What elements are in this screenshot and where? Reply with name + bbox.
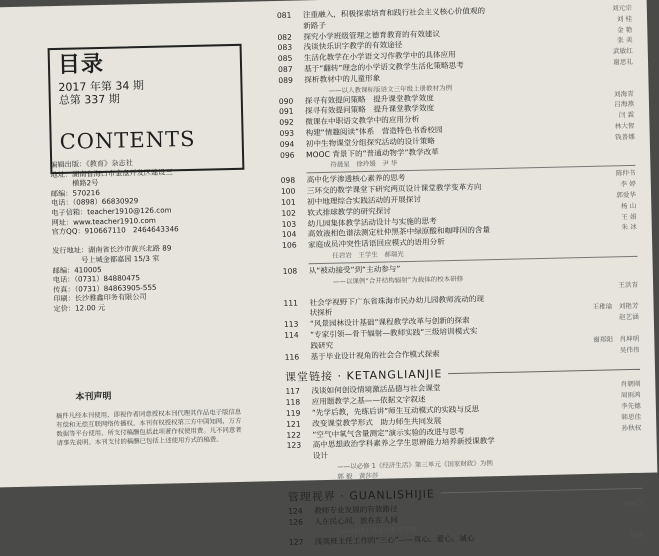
entry-title: “风景园林设计基础”课程教学改革与创新的探索 bbox=[309, 315, 470, 329]
entry-author: 陈仲书 bbox=[615, 169, 636, 178]
publisher-info-line: 官方QQ：910667110 2464643346 bbox=[51, 224, 179, 237]
entry-title: 高效液相色谱法测定杜仲黑茶中绿原酸和咖啡因的含量 bbox=[307, 225, 491, 239]
entry-author: 丽俊 bbox=[630, 531, 644, 540]
page-number: 103 bbox=[281, 219, 297, 229]
entry-title: 三环交的数学课堂下研究两页设计课堂教学变革方向 bbox=[306, 182, 482, 196]
toc-heading: 目录 bbox=[57, 51, 105, 78]
entry-author: 谢郑阳 肖坤明 bbox=[593, 334, 640, 344]
entry-title: 高中思想政治学科素养之学生思辨能力培养新授课教学 bbox=[312, 436, 495, 450]
entry-author: 王 娟 bbox=[621, 212, 637, 221]
entry-author: 刘 桂 bbox=[616, 14, 633, 24]
title-box bbox=[48, 44, 245, 174]
page-number bbox=[287, 451, 313, 462]
section-label: 课堂链接 · KETANGLIANJIE bbox=[284, 367, 443, 385]
publisher-info-line: 网址：www.teacher1910.com bbox=[51, 215, 156, 227]
page-number: 082 bbox=[277, 32, 292, 42]
issue-info bbox=[58, 79, 144, 107]
entry-title: 社会学视野下广东省珠海市民办幼儿园教师流动的现 bbox=[309, 293, 485, 307]
page-number: 104 bbox=[281, 229, 297, 240]
page-number: 087 bbox=[278, 64, 293, 74]
entry-author: 杨 山 bbox=[620, 201, 637, 210]
entry-title: 构建“情趣阅读”体系 营造特色书香校园 bbox=[305, 125, 443, 138]
entry-title: 教师专业发展的有效路径 bbox=[314, 504, 398, 516]
page-number: 127 bbox=[288, 537, 304, 548]
entry-author: 王洪青 bbox=[618, 280, 639, 290]
author-names: 符晨星 徐玲媛 尹 华 bbox=[330, 159, 398, 170]
page-number: 098 bbox=[280, 175, 296, 186]
page-number bbox=[284, 309, 310, 320]
publisher-info-line: 地址：湖南省海口市金盘开发区建设三 bbox=[50, 166, 173, 179]
issue-year: 2017 年第 34 期 bbox=[58, 79, 145, 94]
page-number: 092 bbox=[279, 117, 294, 128]
subtitle-caption: ——以人教课标版语文三年级上册教材为例 bbox=[328, 83, 453, 95]
page-number: 117 bbox=[285, 386, 301, 397]
entry-title: 浅谈如何创设情境激活品德与社会课堂 bbox=[311, 383, 441, 396]
left-column bbox=[27, 32, 262, 487]
page-number bbox=[277, 21, 303, 32]
subtitle-caption: ——谈以人为本的教育管理 bbox=[338, 526, 417, 537]
entry-title: 生活化教学在小学语文习作教学中的具体应用 bbox=[303, 50, 456, 63]
page-number: 106 bbox=[282, 240, 297, 251]
page-number: 089 bbox=[278, 75, 293, 85]
entry-title: 状探析 bbox=[309, 308, 333, 318]
entry-title: 践研究 bbox=[310, 340, 334, 351]
subtitle-caption: ——以必修 1《经济生活》第三单元《国家财政》为例 bbox=[337, 459, 493, 471]
page-number: 119 bbox=[285, 408, 301, 418]
entry-title: 从“被动接受”到“主动参与” bbox=[308, 264, 401, 276]
entry-title: 探究小学班级管理之德育教育的有效建议 bbox=[303, 28, 441, 41]
page-number: 122 bbox=[286, 430, 302, 440]
entry-author: 朱 冰 bbox=[621, 223, 637, 232]
subtitle-caption: ——以课例“合并结构辐射”为载体的校本研修 bbox=[332, 274, 464, 286]
entry-title: 人在民心间，放在在人间 bbox=[314, 515, 398, 526]
entry-title: 新路子 bbox=[303, 20, 327, 31]
entry-author: 武敏红 bbox=[612, 47, 633, 56]
publisher-info-line: 定价：12.00 元 bbox=[53, 302, 106, 314]
declaration-title: 本刊声明 bbox=[75, 391, 112, 403]
section-label: 管理视界 · GUANLISHIJIE bbox=[287, 487, 436, 504]
entry-title: 家庭成员冲突性话语回应模式的语用分析 bbox=[308, 237, 445, 250]
section-rule bbox=[448, 369, 640, 374]
page-number: 081 bbox=[276, 10, 292, 20]
publisher-info-line: 传真：（0731）84863905-555 bbox=[52, 282, 157, 294]
entry-author: 李 婷 bbox=[620, 180, 636, 189]
page-number: 124 bbox=[288, 506, 303, 516]
publisher-info-line: 发行地址：湖南省长沙市黄兴北路 89 bbox=[52, 243, 172, 256]
entry-author: 陈仲文 bbox=[623, 499, 644, 509]
page-number: 123 bbox=[286, 440, 302, 451]
page-number: 121 bbox=[286, 419, 301, 429]
page-number: 091 bbox=[278, 106, 294, 117]
entry-author: 林大智 bbox=[614, 121, 635, 131]
entry-title: “先学后教，先练后讲”师生互动模式的实践与反思 bbox=[311, 404, 480, 418]
entry-author bbox=[593, 509, 643, 521]
entry-title: 基于毕业设计视角的社会合作模式探索 bbox=[310, 348, 440, 361]
entry-author: 韩思佳 bbox=[621, 412, 642, 421]
page-number: 111 bbox=[283, 298, 299, 308]
entry-author: 金 艳 bbox=[616, 25, 633, 34]
page-number: 101 bbox=[281, 197, 296, 207]
entry-author: 刘海青 bbox=[613, 89, 634, 98]
entry-title: 改变课堂教学形式 助力师生共同发展 bbox=[312, 416, 442, 428]
entry-author: 王稚瑜 刘艳芳 bbox=[592, 302, 639, 312]
publisher-info-line: 邮编：570216 bbox=[50, 187, 100, 198]
entry-author: 吕海燕 bbox=[614, 100, 635, 109]
entry-title: 浅谈快乐识字教学的有效途径 bbox=[303, 40, 403, 52]
entry-author bbox=[588, 259, 638, 271]
author-names: 郭 毅 黄莎莎 bbox=[337, 471, 379, 481]
entry-author: 闫 霖 bbox=[618, 111, 635, 120]
entry-author: 刘元宗 bbox=[611, 3, 632, 13]
entry-title: 软式排球教学的研究探讨 bbox=[307, 206, 391, 218]
publisher-info-line: 印刷：长沙雅鑫印务有限公司 bbox=[53, 292, 147, 304]
page-number: 116 bbox=[284, 352, 300, 362]
entry-author bbox=[585, 142, 635, 154]
publisher-info-line: 邮编：410005 bbox=[52, 264, 102, 275]
publisher-info bbox=[50, 156, 253, 314]
entry-title: 初中地理综合实践活动的开展探讨 bbox=[307, 194, 422, 207]
entry-title: “专家引领—骨干辐射—教师实践”三级培训模式实 bbox=[310, 326, 478, 340]
entry-title: MOOC 背景下的“普通动物学”教学改革 bbox=[305, 146, 439, 159]
page-number: 093 bbox=[279, 128, 295, 138]
publisher-info-line: 电子信箱：teacher1910@126.com bbox=[51, 205, 172, 218]
publisher-info-line: 号上城金都嘉园 15/3 室 bbox=[52, 253, 160, 266]
page-number: 085 bbox=[277, 53, 293, 64]
page-number bbox=[283, 287, 309, 298]
page-number: 094 bbox=[279, 139, 295, 149]
page-number: 114 bbox=[284, 330, 299, 340]
entry-title: 应用题教学之基——依据文字叙述 bbox=[311, 394, 426, 407]
entry-author bbox=[587, 233, 637, 245]
entry-author: 孙秋权 bbox=[621, 423, 642, 432]
entry-title: 基于“翻转”理念的小学语文教学生活化策略思考 bbox=[304, 60, 464, 74]
declaration-text: 稿件凡经本刊使用，即视作者同意授权本刊代理其作品电子版信息有偿和无偿互联网络传播权。本刊有权授权第三方中国知网、万方数据等平台使用，所支付稿酬包括此项著作权使用费。凡不同意者请事先说明。本刊支付的稿酬已包括上述使用方式的稿费。 bbox=[55, 407, 242, 448]
entry-author: 李先德 bbox=[620, 401, 641, 411]
page-number: 100 bbox=[280, 186, 296, 197]
entry-title: 注重融入，积极探索培育和践行社会主义核心价值观的 bbox=[302, 6, 486, 20]
entry-title: “空气中氧气含量测定”演示实验的改进与思考 bbox=[312, 426, 465, 439]
publisher-info-line: 电话：（0898）66830929 bbox=[50, 196, 139, 208]
entry-author: 郭爱华 bbox=[616, 190, 637, 200]
publisher-info-line: 电话：（0731）84880475 bbox=[52, 273, 141, 285]
page-number: 108 bbox=[282, 266, 298, 276]
publisher-info-line: 横路2号 bbox=[50, 178, 99, 189]
entry-title: 浅谈班主任工作的“三心”——真心、爱心、诚心 bbox=[314, 534, 475, 547]
entry-title: 微课在中职语文教学中的应用分析 bbox=[305, 114, 420, 127]
entry-author: 谢思礼 bbox=[613, 57, 634, 67]
page-number: 118 bbox=[285, 397, 301, 407]
entry-author: 赵艺涵 bbox=[618, 312, 639, 322]
entry-author: 钱普娜 bbox=[614, 132, 635, 142]
entry-author bbox=[592, 444, 642, 456]
publisher-info-line: 编辑出版：《教育》杂志社 bbox=[50, 158, 133, 170]
entry-title: 探寻有效提问策略 提升课堂教学效度 bbox=[304, 103, 435, 116]
entry-author: 吴伟伟 bbox=[619, 345, 640, 354]
entry-title: 初中生物课堂分组探究活动的设计策略 bbox=[305, 136, 435, 149]
entry-author: 肖朝刚 bbox=[620, 380, 641, 389]
page-number: 113 bbox=[283, 319, 299, 330]
toc-list bbox=[277, 3, 644, 549]
page-number: 083 bbox=[277, 43, 293, 53]
entry-author: 张 美 bbox=[617, 36, 633, 45]
entry-title: 探寻有效提问策略 提升课堂教学效度 bbox=[304, 93, 434, 105]
page-number: 090 bbox=[278, 96, 294, 106]
entry-author: 周雨鸿 bbox=[620, 390, 641, 400]
author-names: 任岩岩 王学生 郝瑞光 bbox=[332, 250, 404, 260]
contents-word: CONTENTS bbox=[59, 126, 196, 154]
section-rule bbox=[441, 488, 643, 494]
issue-total: 总第 337 期 bbox=[58, 92, 120, 107]
page-number: 126 bbox=[288, 517, 303, 527]
entry-title: 幼儿园集体教学活动设计与实施的思考 bbox=[307, 215, 437, 228]
page-number: 102 bbox=[281, 208, 296, 218]
page-number bbox=[284, 341, 310, 352]
entry-title: 探析教材中的儿童形象 bbox=[304, 73, 381, 85]
page-number: 096 bbox=[279, 150, 295, 160]
entry-title: 高中化学渗透核心素养的思考 bbox=[306, 173, 406, 185]
entry-title: 设计 bbox=[312, 451, 329, 461]
entry-author bbox=[583, 68, 633, 80]
